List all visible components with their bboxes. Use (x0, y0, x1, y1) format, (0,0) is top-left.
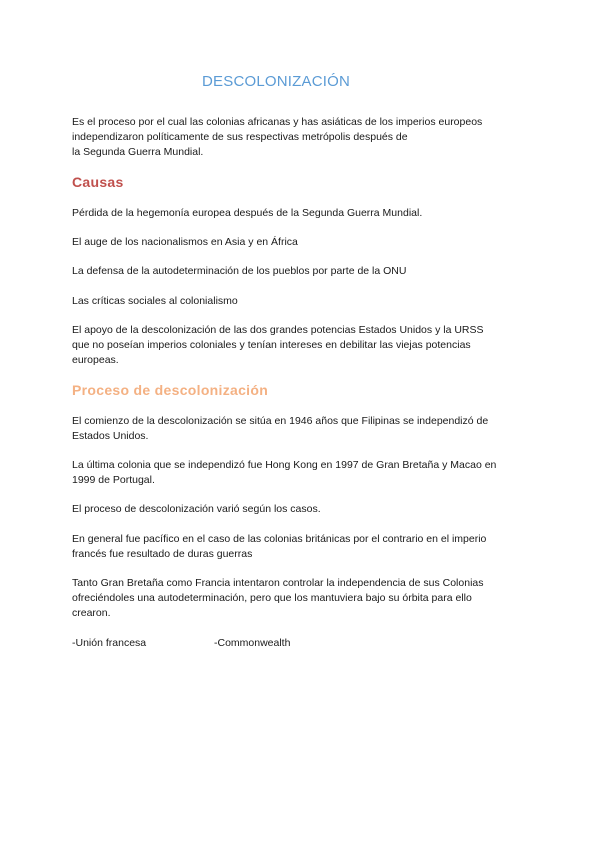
causa-item (72, 206, 532, 221)
causa-line: que no poseían imperios coloniales y tenían intereses en debilitar las viejas potencias (72, 339, 471, 351)
proceso-line: crearon. (72, 607, 111, 619)
organization-union-francesa: -Unión francesa (72, 637, 147, 649)
causa-item (72, 264, 532, 279)
proceso-line: Estados Unidos. (72, 430, 149, 442)
proceso-line: francés fue resultado de duras guerras (72, 548, 253, 560)
document-title: DESCOLONIZACIÓN (202, 73, 351, 90)
proceso-line: El comienzo de la descolonización se sitúa en 1946 años que Filipinas se independizó de (72, 415, 489, 427)
intro-line: la Segunda Guerra Mundial. (72, 146, 204, 158)
proceso-line: El proceso de descolonización varió según los casos. (72, 503, 321, 515)
causa-line: Pérdida de la hegemonía europea después de la Segunda Guerra Mundial. (72, 207, 423, 219)
causa-line: La defensa de la autodeterminación de los pueblos por parte de la ONU (72, 265, 407, 277)
causa-item (72, 294, 532, 309)
proceso-line: En general fue pacífico en el caso de las colonias británicas por el contrario en el imperio (72, 533, 487, 545)
causa-line: El auge de los nacionalismos en Asia y en África (72, 236, 298, 248)
intro-line: Es el proceso por el cual las colonias africanas y has asiáticas de los imperios europeos (72, 116, 483, 128)
proceso-paragraph (72, 532, 532, 562)
proceso-paragraph (72, 414, 532, 444)
causa-line: El apoyo de la descolonización de las dos grandes potencias Estados Unidos y la URSS (72, 324, 484, 336)
causas-heading: Causas (72, 174, 124, 190)
intro-paragraph (72, 115, 532, 160)
proceso-heading: Proceso de descolonización (72, 382, 269, 398)
proceso-line: La última colonia que se independizó fue Hong Kong en 1997 de Gran Bretaña y Macao en (72, 459, 497, 471)
causa-item (72, 235, 532, 250)
proceso-paragraph (72, 458, 532, 488)
organization-commonwealth: -Commonwealth (214, 637, 291, 649)
proceso-line: Tanto Gran Bretaña como Francia intentaron controlar la independencia de sus Colonias (72, 577, 484, 589)
causa-item (72, 323, 532, 368)
causa-line: Las críticas sociales al colonialismo (72, 295, 238, 307)
proceso-paragraph (72, 576, 532, 621)
intro-line: independizaron políticamente de sus respectivas metrópolis después de (72, 131, 408, 143)
proceso-paragraph (72, 502, 532, 517)
proceso-line: ofreciéndoles una autodeterminación, pero que los mantuviera bajo su órbita para ello (72, 592, 472, 604)
proceso-line: 1999 de Portugal. (72, 474, 155, 486)
causa-line: europeas. (72, 354, 119, 366)
